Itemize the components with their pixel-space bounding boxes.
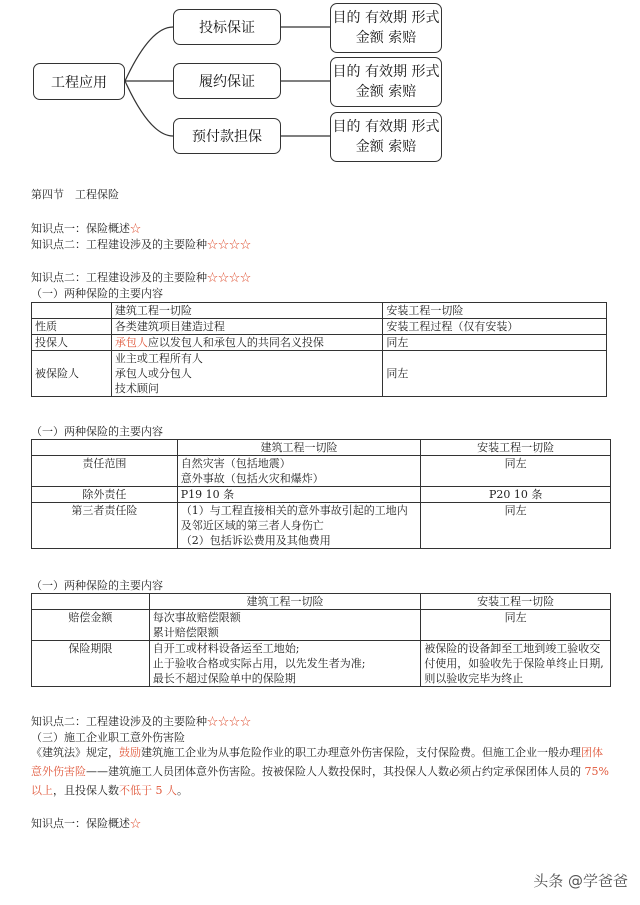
cell-text: 应以发包人和承包人的共同名义投保 [147,336,324,349]
block4-subheading: （三）施工企业职工意外伤害险 [31,731,185,744]
cell-line: 自开工或材料设备运至工地始; [152,642,300,655]
diagram-leaf-1: 目的 有效期 形式 金额 索赔 [330,3,442,53]
table-header-cell: 建筑工程一切险 [111,303,383,319]
block4-heading-text: 知识点二：工程建设涉及的主要险种 [31,715,207,728]
table-header-cell [32,594,150,610]
table-header-row [32,594,611,610]
highlight-text: 75%以上 [31,765,609,797]
construction-law-paragraph [31,743,613,800]
highlight-text: 鼓励 [119,746,141,759]
diagram-leaf-2: 目的 有效期 形式 金额 索赔 [330,57,442,107]
para-text: ，且投保人数 [53,784,119,797]
cell-line: 付使用，如验收先于保险单终止日期, [424,657,604,670]
insurance-table-1 [31,302,607,397]
row-label: 投保人 [32,335,112,351]
connector-root-mid-3 [125,81,173,136]
block1-heading-text: 知识点二：工程建设涉及的主要险种 [31,271,207,284]
star-icon: ☆ [130,222,141,235]
diagram-node-bid-guarantee: 投标保证 [173,9,281,45]
table-header-cell: 安装工程一切险 [421,594,611,610]
row-label: 除外责任 [32,487,178,503]
para-text: 。 [177,784,188,797]
table-cell [149,610,421,641]
table-cell: P20 10 条 [421,487,611,503]
table-header-cell [32,440,178,456]
table-cell [111,335,383,351]
table-header-cell: 安装工程一切险 [383,303,607,319]
section-title: 第四节 工程保险 [31,188,119,201]
para-text: ——建筑施工人员团体意外伤害险。按被保险人人数投保时，其投保人人数必须占约定承保团体人员的 [86,765,585,778]
para-text: 《建筑法》规定， [31,746,119,759]
table-cell [149,641,421,687]
table-cell: 同左 [383,335,607,351]
knowledge-point-2-text: 知识点二：工程建设涉及的主要险种 [31,238,207,251]
row-label: 保险期限 [32,641,150,687]
knowledge-point-1-text: 知识点一：保险概述 [31,222,130,235]
table-header-cell: 安装工程一切险 [421,440,611,456]
star-icon: ☆☆☆☆ [207,271,251,284]
block1-heading [31,269,251,285]
diagram-node-performance-guarantee: 履约保证 [173,63,281,99]
cell-line: （1）与工程直接相关的意外事故引起的工地内 [180,504,408,517]
cell-line: 最长不超过保险单中的保险期 [152,672,296,685]
table-cell [111,351,383,397]
table-row [32,335,607,351]
table-cell [177,503,421,549]
cell-line: 累计赔偿限额 [152,626,219,639]
watermark: 头条 @学爸爸 [533,872,628,890]
row-label: 第三者责任险 [32,503,178,549]
row-label: 性质 [32,319,112,335]
diagram-leaf-3: 目的 有效期 形式 金额 索赔 [330,112,442,162]
cell-line: 止于验收合格或实际占用，以先发生者为准; [152,657,366,670]
table-cell: P19 10 条 [177,487,421,503]
diagram-root-node: 工程应用 [33,63,125,100]
table-header-cell: 建筑工程一切险 [149,594,421,610]
highlight-text: 不低于 5 人 [119,784,177,797]
cell-line: 每次事故赔偿限额 [152,611,241,624]
table-cell: 各类建筑项目建造过程 [111,319,383,335]
para-text: 建筑施工企业为从事危险作业的职工办理意外伤害保险，支付保险费。但施工企业一般办理 [141,746,581,759]
table-cell [421,641,611,687]
table-row [32,351,607,397]
table-row [32,487,611,503]
table-cell: 安装工程过程（仅有安装） [383,319,607,335]
cell-line: 意外事故（包括火灾和爆炸） [180,472,324,485]
connector-root-mid-1 [125,27,173,81]
row-label: 被保险人 [32,351,112,397]
table-row [32,503,611,549]
mind-map-diagram [0,0,640,170]
table-header-cell [32,303,112,319]
cell-line: 业主或工程所有人 [114,352,203,365]
diagram-node-advance-payment-guarantee: 预付款担保 [173,118,281,154]
block1-subheading: （一）两种保险的主要内容 [31,287,163,300]
highlight-text: 团体意外伤害险 [31,746,603,778]
table-cell [177,456,421,487]
footer-knowledge-point [31,815,141,831]
footer-knowledge-point-text: 知识点一：保险概述 [31,817,130,830]
cell-line: 及邻近区域的第三者人身伤亡 [180,519,324,532]
table-cell: 同左 [421,456,611,487]
table-row [32,319,607,335]
table-header-row [32,303,607,319]
cell-line: 则以验收完毕为终止 [424,672,524,685]
table-header-row [32,440,611,456]
table-cell: 同左 [421,503,611,549]
row-label: 赔偿金额 [32,610,150,641]
insurance-table-2 [31,439,611,549]
insurance-table-3 [31,593,611,687]
cell-line: 技术顾问 [114,382,159,395]
cell-line: 承包人或分包人 [114,367,192,380]
table-row [32,456,611,487]
row-label: 责任范围 [32,456,178,487]
knowledge-point-1 [31,220,141,236]
block2-subheading: （一）两种保险的主要内容 [31,425,163,438]
cell-line: 被保险的设备卸至工地到竣工验收交 [424,642,601,655]
star-icon: ☆☆☆☆ [207,715,251,728]
cell-line: 自然灾害（包括地震） [180,457,291,470]
table-row [32,641,611,687]
knowledge-point-2 [31,236,251,252]
highlight-text: 承包人 [114,336,148,349]
table-row [32,610,611,641]
block4-heading [31,713,251,729]
star-icon: ☆ [130,817,141,830]
cell-line: （2）包括诉讼费用及其他费用 [180,534,331,547]
block3-subheading: （一）两种保险的主要内容 [31,579,163,592]
table-header-cell: 建筑工程一切险 [177,440,421,456]
table-cell: 同左 [421,610,611,641]
table-cell: 同左 [383,351,607,397]
star-icon: ☆☆☆☆ [207,238,251,251]
